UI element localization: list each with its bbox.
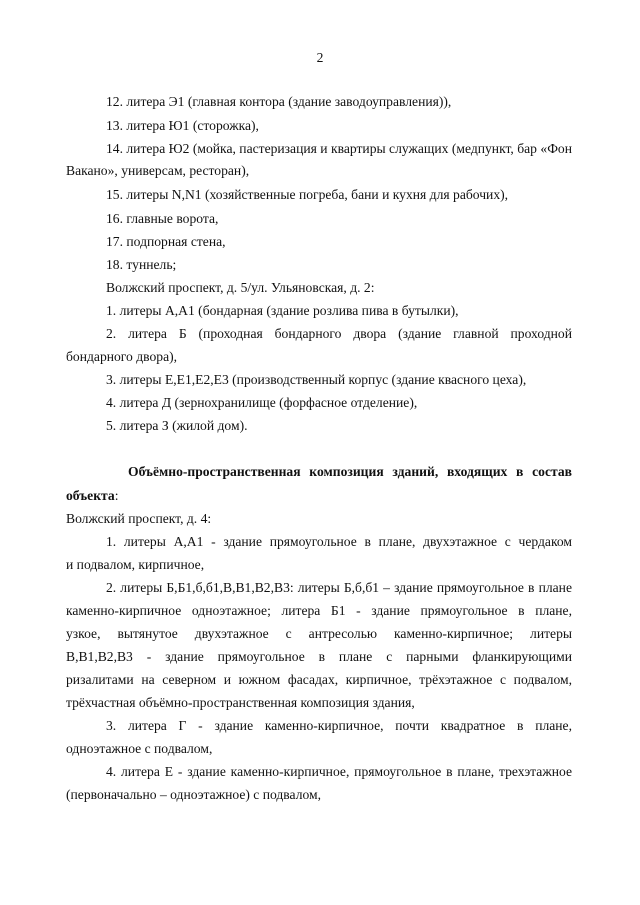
list-item: 13. литера Ю1 (сторожка), xyxy=(106,118,259,133)
list-item: 1. литеры А,А1 (бондарная (здание розлива пива в бутылки), xyxy=(106,303,459,318)
section-heading-word: объекта xyxy=(66,488,115,503)
list-item: 2. литера Б (проходная бондарного двора (здание главной проходной xyxy=(106,326,572,341)
address-heading: Волжский проспект, д. 4: xyxy=(66,511,212,526)
composition-continuation: В,В1,В2,В3 - здание прямоугольное в плане с парными фланкирующими xyxy=(66,649,572,664)
section-heading-end xyxy=(66,488,118,504)
address-heading: Волжский проспект, д. 5/ул. Ульяновская, д. 2: xyxy=(106,280,375,295)
composition-continuation: каменно-кирпичное одноэтажное; литера Б1 - здание прямоугольное в плане, xyxy=(66,603,572,618)
composition-continuation: трёхчастная объёмно-пространственная композиция здания, xyxy=(66,695,415,710)
list-item: 4. литера Д (зернохранилище (форфасное отделение), xyxy=(106,395,418,410)
composition-item: 2. литеры Б,Б1,б,б1,В,В1,В2,В3: литеры Б,б,б1 – здание прямоугольное в плане xyxy=(106,580,572,595)
composition-continuation: и подвалом, кирпичное, xyxy=(66,557,205,572)
list-item: 18. туннель; xyxy=(106,257,177,272)
composition-continuation: одноэтажное с подвалом, xyxy=(66,741,213,756)
list-item: 14. литера Ю2 (мойка, пастеризация и квартиры служащих (медпункт, бар «Фон xyxy=(106,141,572,156)
composition-item: 4. литера Е - здание каменно-кирпичное, прямоугольное в плане, трехэтажное xyxy=(106,764,572,779)
composition-item: 1. литеры А,А1 - здание прямоугольное в плане, двухэтажное с чердаком xyxy=(106,534,572,549)
list-item-continuation: Вакано», универсам, ресторан), xyxy=(66,163,250,178)
list-item: 12. литера Э1 (главная контора (здание заводоуправления)), xyxy=(106,94,452,109)
composition-continuation: (первоначально – одноэтажное) с подвалом, xyxy=(66,787,322,802)
list-item: 5. литера З (жилой дом). xyxy=(106,418,248,433)
list-item-continuation: бондарного двора), xyxy=(66,349,178,364)
section-heading: Объёмно-пространственная композиция зданий, входящих в состав xyxy=(128,464,572,479)
composition-item: 3. литера Г - здание каменно-кирпичное, почти квадратное в плане, xyxy=(106,718,572,733)
section-heading-colon: : xyxy=(114,488,119,503)
composition-continuation: ризалитами на северном и южном фасадах, кирпичное, трёхэтажное с подвалом, xyxy=(66,672,572,687)
list-item: 3. литеры Е,Е1,Е2,Е3 (производственный корпус (здание квасного цеха), xyxy=(106,372,527,387)
composition-continuation: узкое, вытянутое двухэтажное с антресолью каменно-кирпичное; литеры xyxy=(66,626,572,641)
list-item: 15. литеры N,N1 (хозяйственные погреба, бани и кухня для рабочих), xyxy=(106,187,509,202)
page-number: 2 xyxy=(316,50,324,65)
list-item: 16. главные ворота, xyxy=(106,211,219,226)
list-item: 17. подпорная стена, xyxy=(106,234,226,249)
